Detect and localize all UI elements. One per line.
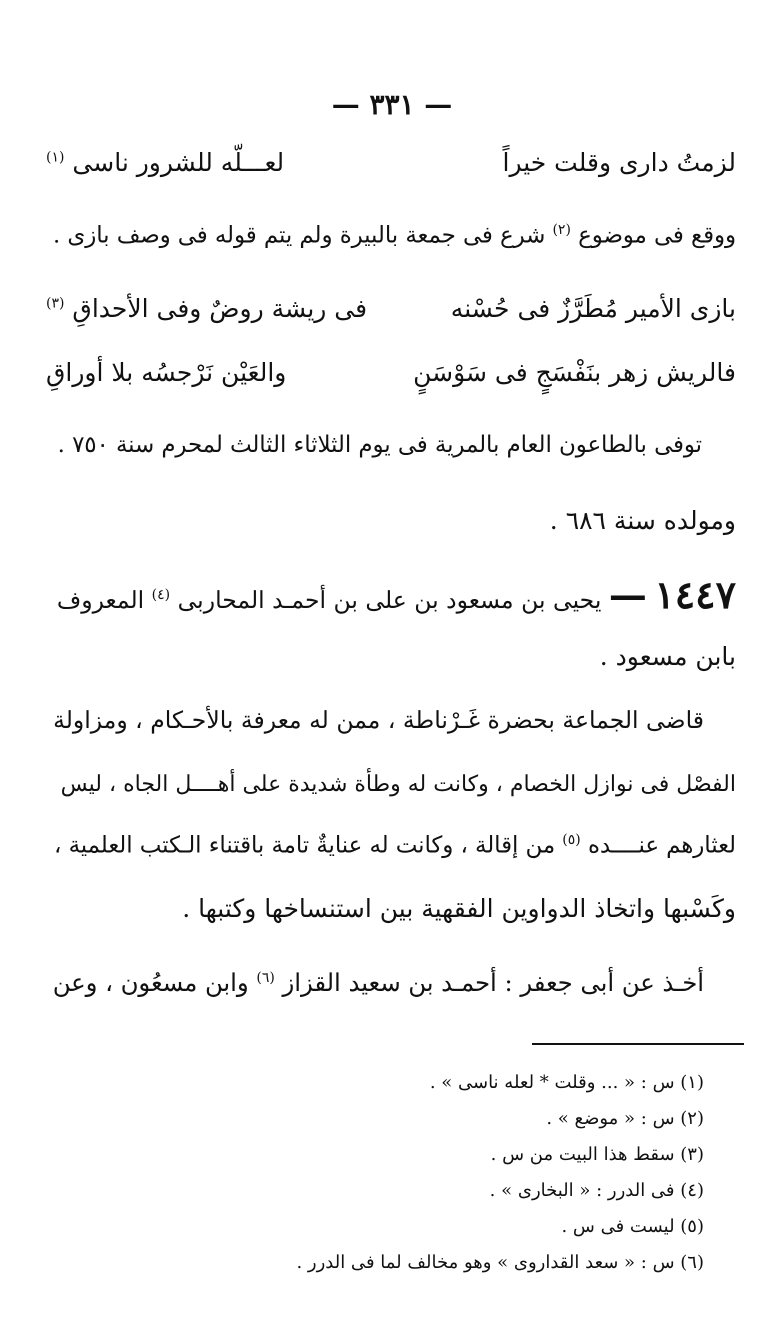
verse-line-2 bbox=[46, 294, 736, 328]
page-number: — ٣٣١ — bbox=[331, 88, 453, 121]
paragraph-2-before: أخـذ عن أبی جعفر : أحمـد بن سعید القزاز bbox=[282, 968, 704, 997]
entry-number: ١٤٤٧ bbox=[654, 572, 736, 617]
paragraph-1-line-3 bbox=[46, 832, 736, 860]
verse-line-3 bbox=[46, 358, 736, 392]
entry-name-after: المعروف bbox=[56, 586, 145, 614]
verse-line-1 bbox=[46, 148, 736, 182]
paragraph-1-line-3-before: لعثارهم عنــــده bbox=[587, 832, 736, 859]
verse-1-second-hemistich-text: لعـــلّه للشرور ناسی bbox=[72, 148, 285, 177]
death-date-line: توفی بالطاعون العام بالمریة فی یوم الثلاثاء الثالث لمحرم سنة ٧٥٠ . bbox=[57, 432, 702, 458]
paragraph-1-line-1: قاضی الجماعة بحضرة غَـرْناطة ، ممن له معرفة بالأحـكام ، ومزاولة bbox=[53, 706, 704, 734]
entry-heading bbox=[46, 572, 736, 618]
footnote-divider bbox=[532, 1043, 744, 1045]
verse-1-first-hemistich: لزمتُ داری وقلت خیراً bbox=[502, 148, 736, 177]
verse-3-first-hemistich: فالریش زهر بنَفْسَجٍ فی سَوْسَنٍ bbox=[413, 358, 736, 387]
footnote-marker-4: (٤) bbox=[151, 587, 171, 604]
footnote-marker-5: (٥) bbox=[562, 832, 581, 848]
verse-2-first-hemistich: بازی الأمیر مُطَرَّزٌ فی حُسْنه bbox=[450, 294, 736, 323]
paragraph-2-line-1 bbox=[46, 968, 704, 997]
footnote-marker-3: (٣) bbox=[46, 295, 65, 312]
verse-1-second-hemistich bbox=[46, 148, 284, 178]
footnote-2: (٢) س : « موضع » . bbox=[546, 1108, 704, 1129]
entry-dash: — bbox=[608, 572, 647, 617]
paragraph-1-line-4: وكَسْبها واتخاذ الدواوین الفقهیة بین استنساخها وكتبها . bbox=[182, 894, 736, 923]
verse-3-second-hemistich: والعَیْن نَرْجسُه بلا أوراقِ bbox=[46, 358, 287, 387]
entry-name: یحیی بن مسعود بن علی بن أحمـد المحاربی bbox=[177, 586, 602, 614]
footnote-marker-2: (٢) bbox=[552, 222, 571, 238]
entry-name-continuation: بابن مسعود . bbox=[599, 642, 736, 671]
footnote-3: (٣) سقط هذا البیت من س . bbox=[490, 1144, 704, 1165]
footnote-5: (٥) لیست فی س . bbox=[561, 1216, 704, 1237]
paragraph-1-line-3-after: من إقالة ، وكانت له عنایةٌ تامة باقتناء الـكتب العلمیة ، bbox=[54, 832, 556, 859]
verse-2-second-hemistich bbox=[46, 294, 367, 324]
footnote-marker-1: (١) bbox=[46, 149, 65, 166]
footnote-1: (١) س : « ... وقلت * لعله ناسی » . bbox=[429, 1072, 704, 1093]
paragraph-2-after: وابن مسعُون ، وعن bbox=[52, 968, 249, 997]
footnote-4: (٤) فی الدرر : « البخاری » . bbox=[489, 1180, 704, 1201]
context-line-after: شرع فی جمعة بالبیرة ولم یتم قوله فی وصف بازی . bbox=[52, 222, 546, 249]
paragraph-1-line-2: الفصْل فی نوازل الخصام ، وكانت له وطأة شدیدة علی أهــــل الجاه ، لیس bbox=[60, 772, 736, 797]
footnote-marker-6: (٦) bbox=[256, 969, 275, 986]
footnote-6: (٦) س : « سعد القداروی » وهو مخالف لما فی الدرر . bbox=[296, 1252, 704, 1273]
context-line bbox=[46, 222, 736, 250]
verse-2-second-hemistich-text: فی ریشة روضٌ وفی الأحداقِ bbox=[72, 294, 368, 323]
birth-date-line: ومولده سنة ٦٨٦ . bbox=[549, 506, 736, 535]
context-line-before: ووقع فی موضوع bbox=[578, 222, 736, 249]
